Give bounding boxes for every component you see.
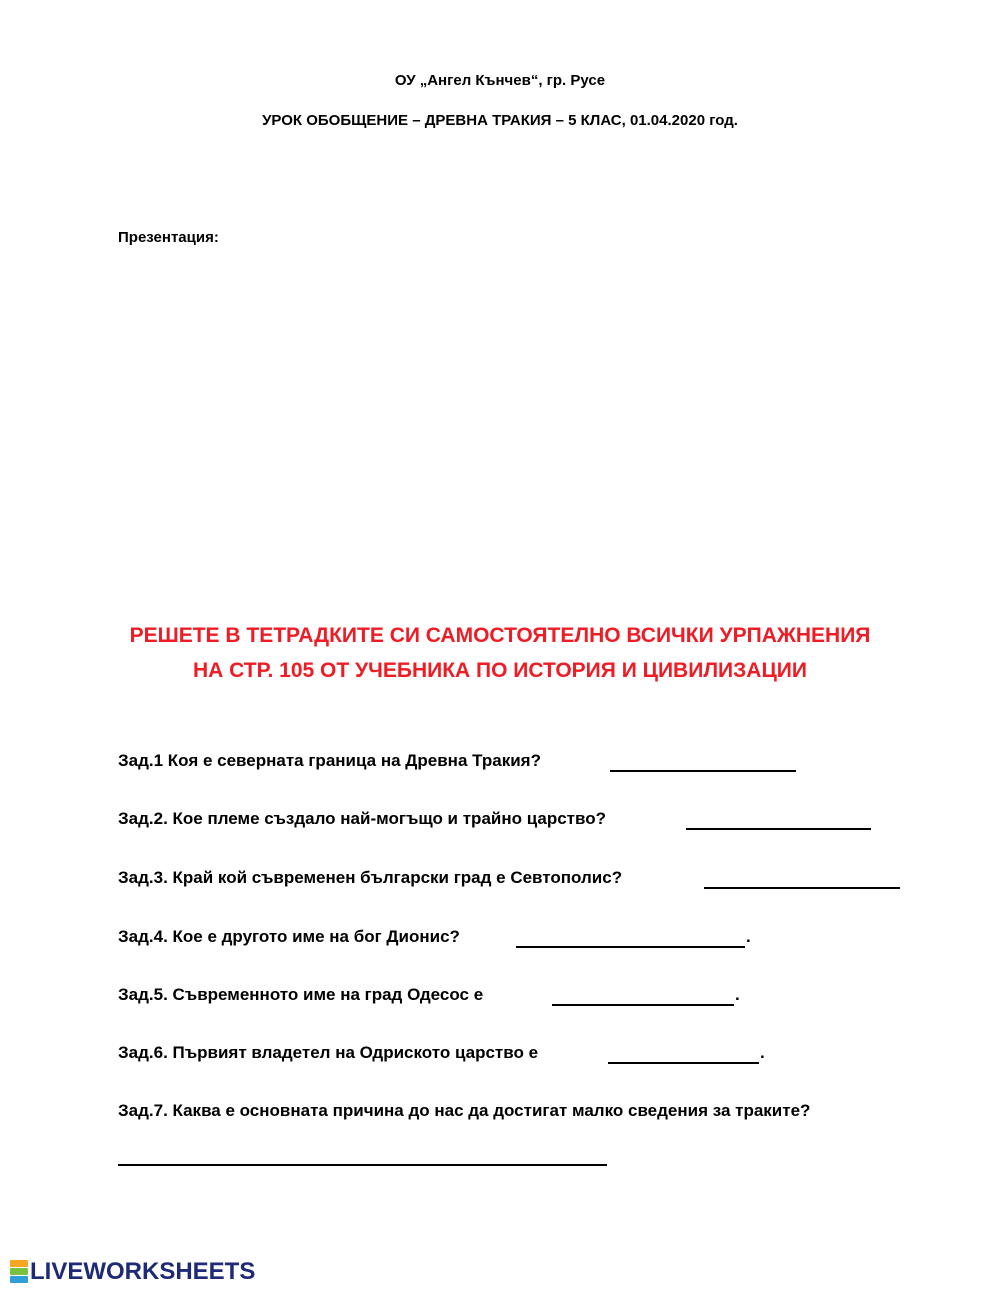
answer-line-7 [118, 1164, 607, 1166]
logo-block-1 [10, 1260, 28, 1267]
logo-block-3 [10, 1276, 28, 1283]
answer-line-3 [704, 887, 900, 889]
question-7: Зад.7. Каква е основната причина до нас да достигат малко сведения за траките? [118, 1101, 811, 1120]
liveworksheets-logo[interactable] [10, 1258, 255, 1286]
answer-line-4 [516, 946, 745, 948]
logo-text: LIVEWORKSHEETS [30, 1258, 256, 1285]
logo-block-2 [10, 1268, 28, 1275]
answer-field-5[interactable] [552, 985, 734, 1005]
question-5-period: . [735, 985, 740, 1004]
question-6-period: . [760, 1043, 765, 1062]
answer-field-2[interactable] [686, 809, 871, 829]
question-2: Зад.2. Кое племе създало най-могъщо и трайно царство? [118, 809, 606, 828]
answer-field-4[interactable] [516, 927, 745, 947]
answer-line-1 [610, 770, 796, 772]
instruction-line-2: НА СТР. 105 ОТ УЧЕБНИКА ПО ИСТОРИЯ И ЦИВИЛИЗАЦИИ [193, 659, 807, 682]
presentation-label: Презентация: [118, 229, 219, 246]
answer-line-6 [608, 1062, 759, 1064]
question-6: Зад.6. Първият владетел на Одриското царство е [118, 1043, 539, 1062]
school-name: ОУ „Ангел Кънчев“, гр. Русе [394, 72, 606, 89]
answer-field-1[interactable] [610, 751, 796, 771]
answer-field-6[interactable] [608, 1043, 759, 1063]
answer-line-5 [552, 1004, 734, 1006]
question-4-period: . [746, 927, 751, 946]
question-1: Зад.1 Коя е северната граница на Древна Тракия? [118, 751, 541, 770]
question-3: Зад.3. Край кой съвременен български град е Севтополис? [118, 868, 623, 887]
lesson-title: УРОК ОБОБЩЕНИЕ – ДРЕВНА ТРАКИЯ – 5 КЛАС, 01.04.2020 год. [262, 112, 738, 129]
answer-line-2 [686, 828, 871, 830]
instruction-line-1: РЕШЕТЕ В ТЕТРАДКИТЕ СИ САМОСТОЯТЕЛНО ВСИЧКИ УРПАЖНЕНИЯ [129, 624, 871, 647]
answer-field-7[interactable] [118, 1145, 607, 1165]
logo-blocks-icon [10, 1260, 28, 1284]
question-4: Зад.4. Кое е другото име на бог Дионис? [118, 927, 460, 946]
question-5: Зад.5. Съвременното име на град Одесос е [118, 985, 484, 1004]
answer-field-3[interactable] [704, 868, 900, 888]
